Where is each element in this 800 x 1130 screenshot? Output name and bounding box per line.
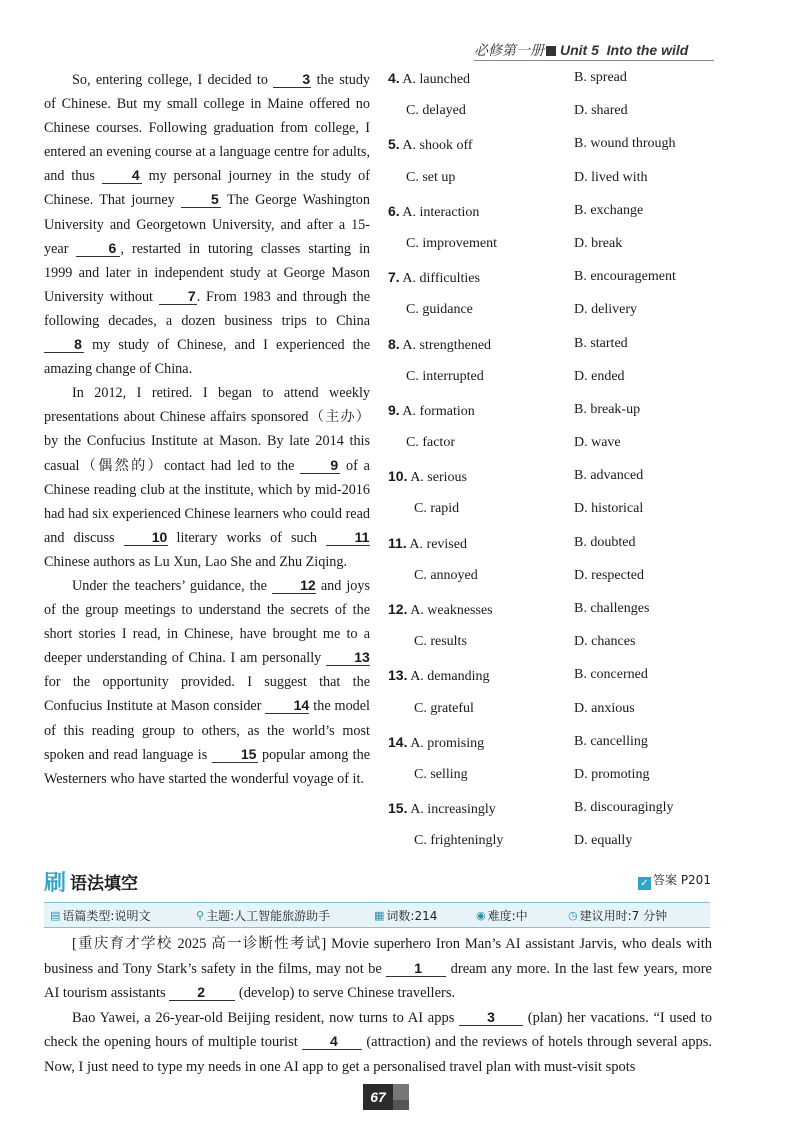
grammar-blank-3[interactable]: 3 [459, 1009, 523, 1026]
option-row [388, 800, 718, 833]
question-number: 15. [388, 800, 408, 817]
option-a[interactable]: 13. A. demanding [388, 667, 490, 685]
option-row [388, 70, 718, 103]
option-d[interactable]: D. equally [574, 833, 633, 849]
option-c[interactable]: C. interrupted [406, 368, 484, 384]
grammar-blank-4[interactable]: 4 [302, 1033, 362, 1050]
option-row [388, 269, 718, 302]
blank-15[interactable]: 15 [212, 746, 258, 763]
blank-11[interactable]: 11 [326, 529, 370, 546]
difficulty-icon: ◉ [476, 908, 486, 922]
option-row [388, 103, 718, 136]
option-a[interactable]: 8. A. strengthened [388, 335, 492, 353]
section-title [44, 866, 138, 897]
option-d[interactable]: D. historical [574, 501, 644, 517]
question-number: 9. [388, 401, 400, 418]
info-difficulty: ◉ 难度:中 [476, 908, 528, 923]
option-b[interactable]: B. started [574, 335, 628, 351]
option-row [388, 236, 718, 269]
question-number: 11. [388, 534, 407, 551]
option-c[interactable]: C. annoyed [414, 567, 478, 583]
option-d[interactable]: D. shared [574, 103, 628, 119]
option-row [388, 302, 718, 335]
grammar-paragraph-1: [重庆育才学校 2025 高一诊断性考试] Movie superhero Iron Man’s AI assistant Jarvis, who deals with business and Tony Stark’s safety in the films, may not be 1 dream any more. In the last few years, more AI tourism assistants 2 (develop) to serve Chinese travellers. [44, 936, 712, 1001]
question-number: 4. [388, 70, 400, 86]
question-number: 12. [388, 601, 408, 617]
blank-4[interactable]: 4 [102, 167, 142, 184]
grammar-blank-2[interactable]: 2 [169, 984, 235, 1001]
answer-text: 答案 P201 [653, 873, 711, 887]
blank-3[interactable]: 3 [273, 71, 311, 88]
option-row [388, 336, 718, 369]
magnifier-icon: ⚲ [196, 908, 205, 922]
option-a[interactable]: 10. A. serious [388, 468, 467, 486]
question-number: 13. [388, 667, 408, 684]
answer-reference[interactable] [638, 871, 711, 890]
option-c[interactable]: C. set up [406, 169, 456, 185]
option-b[interactable]: B. doubted [574, 534, 636, 550]
option-row [388, 369, 718, 402]
option-a[interactable]: 9. A. formation [388, 401, 475, 419]
option-row [388, 435, 718, 468]
header-book: 必修第一册 [474, 42, 544, 58]
option-row [388, 767, 718, 800]
option-row [388, 833, 718, 866]
blank-8[interactable]: 8 [44, 336, 84, 353]
blank-12[interactable]: 12 [272, 577, 316, 594]
option-c[interactable]: C. improvement [406, 235, 497, 251]
option-row [388, 701, 718, 734]
count-icon: ▦ [374, 908, 385, 922]
check-icon: ✓ [638, 877, 651, 890]
clock-icon: ◷ [568, 908, 578, 922]
option-d[interactable]: D. break [574, 235, 623, 251]
info-words: ▦ 词数:214 [374, 908, 438, 923]
option-a[interactable]: 4. A. launched [388, 70, 471, 87]
option-row [388, 734, 718, 767]
option-b[interactable]: B. challenges [574, 601, 650, 616]
info-type: ▤ 语篇类型:说明文 [50, 908, 151, 923]
option-row [388, 667, 718, 700]
option-row [388, 601, 718, 634]
option-d[interactable]: D. lived with [574, 169, 648, 185]
option-row [388, 170, 718, 203]
option-c[interactable]: C. factor [406, 435, 455, 451]
page-decoration [393, 1084, 409, 1100]
option-d[interactable]: D. ended [574, 368, 625, 384]
option-b[interactable]: B. advanced [574, 468, 644, 484]
option-a[interactable]: 12. A. weaknesses [388, 601, 493, 618]
option-c[interactable]: C. frighteningly [414, 833, 504, 849]
blank-6[interactable]: 6 [76, 240, 120, 257]
option-b[interactable]: B. spread [574, 70, 627, 85]
option-row [388, 535, 718, 568]
info-time: ◷ 建议用时:7 分钟 [568, 908, 668, 923]
option-row [388, 468, 718, 501]
option-a[interactable]: 14. A. promising [388, 733, 485, 751]
cloze-paragraph-3: Under the teachers’ guidance, the 12 and joys of the group meetings to understand the secrets of the short stories I read, in Chinese, have brought me to a deeper understanding of China. I am personally 13 for the opportunity provided. I suggest that the Confucius Institute at Mason consider 14 the model of this reading group to others, as the world’s most spoken and read language is 15 popular among the Westerners who have started the wonderful voyage of it. [44, 576, 370, 787]
document-icon: ▤ [50, 908, 61, 922]
option-c[interactable]: C. rapid [414, 501, 460, 517]
option-row [388, 136, 718, 169]
cloze-passage [44, 68, 370, 791]
option-row [388, 203, 718, 236]
page-decoration [393, 1100, 409, 1110]
option-d[interactable]: D. anxious [574, 700, 635, 716]
option-a[interactable]: 11. A. revised [388, 534, 467, 552]
option-b[interactable]: B. break-up [574, 401, 641, 417]
header-divider [474, 60, 714, 61]
section-mark: 刷 [44, 871, 67, 896]
info-topic: ⚲ 主题:人工智能旅游助手 [196, 908, 331, 923]
question-number: 8. [388, 335, 400, 352]
cloze-paragraph-1: So, entering college, I decided to 3 the study of Chinese. But my small college in Maine offered no Chinese courses. Following graduation from college, I entered an evening course at a language centre for adults, and thus 4 my personal journey in the study of Chinese. That journey 5 The George Washington University and Georgetown University, and after a 15-year 6 , restarted in tutoring classes starting in 1999 and later in independent study at George Mason University without 7. From 1983 and through the following decades, a dozen business trips to China 8 my study of Chinese, and I experienced the amazing change of China. [44, 71, 371, 378]
question-number: 14. [388, 733, 408, 750]
option-row [388, 402, 718, 435]
grammar-blank-1[interactable]: 1 [386, 960, 446, 977]
grammar-passage [44, 932, 712, 1079]
blank-13[interactable]: 13 [326, 649, 370, 666]
option-d[interactable]: D. respected [574, 567, 644, 583]
blank-9[interactable]: 9 [300, 457, 340, 474]
blank-7[interactable]: 7 [159, 288, 197, 305]
option-b[interactable]: B. discouragingly [574, 800, 674, 816]
option-c[interactable]: C. grateful [414, 700, 474, 716]
option-d[interactable]: D. promoting [574, 766, 650, 782]
question-number: 10. [388, 468, 408, 485]
option-c[interactable]: C. guidance [406, 302, 473, 318]
blank-14[interactable]: 14 [265, 697, 309, 714]
option-row [388, 634, 718, 667]
option-d[interactable]: D. chances [574, 634, 636, 650]
cloze-paragraph-2: In 2012, I retired. I began to attend weekly presentations about Chinese affairs sponsored（主办）by the Confucius Institute at Mason. By late 2014 this casual（偶然的）contact had led to the 9 of a Chinese reading club at the institute, which by mid-2016 had had six experienced Chinese learners who could read and discuss 10 literary works of such 11 Chinese authors as Lu Xun, Lao She and Zhu Ziqing. [44, 385, 370, 570]
page-header [474, 40, 708, 62]
option-row [388, 568, 718, 601]
grammar-paragraph-2: Bao Yawei, a 26-year-old Beijing resident, now turns to AI apps 3 (plan) her vacations. “I used to check the opening hours of multiple tourist 4 (attraction) and the reviews of hotels through several apps. Now, I just need to type my needs in one AI app to get a personalised travel plan with must-visit spots [44, 1008, 713, 1075]
option-b[interactable]: B. cancelling [574, 733, 648, 749]
option-b[interactable]: B. encouragement [574, 269, 676, 285]
option-c[interactable]: C. results [414, 634, 467, 650]
info-bar [44, 902, 710, 928]
blank-10[interactable]: 10 [124, 529, 168, 546]
header-title: Into the wild [606, 42, 689, 58]
option-a[interactable]: 5. A. shook off [388, 136, 473, 154]
blank-5[interactable]: 5 [181, 191, 221, 208]
header-unit: Unit 5 [560, 42, 599, 58]
option-row [388, 501, 718, 534]
question-number: 5. [388, 136, 400, 153]
page-number: 67 [363, 1084, 393, 1110]
option-a[interactable]: 6. A. interaction [388, 202, 480, 220]
option-d[interactable]: D. wave [574, 435, 621, 451]
option-a[interactable]: 15. A. increasingly [388, 800, 496, 818]
section-heading: 语法填空 [70, 874, 139, 894]
option-a[interactable]: 7. A. difficulties [388, 269, 480, 287]
option-c[interactable]: C. delayed [406, 103, 466, 119]
option-d[interactable]: D. delivery [574, 302, 637, 318]
options-list [388, 70, 718, 867]
header-square-icon [546, 46, 556, 56]
question-number: 6. [388, 202, 400, 219]
option-b[interactable]: B. concerned [574, 667, 648, 683]
option-b[interactable]: B. exchange [574, 202, 644, 218]
question-number: 7. [388, 269, 400, 286]
option-c[interactable]: C. selling [414, 766, 468, 782]
option-b[interactable]: B. wound through [574, 136, 676, 152]
